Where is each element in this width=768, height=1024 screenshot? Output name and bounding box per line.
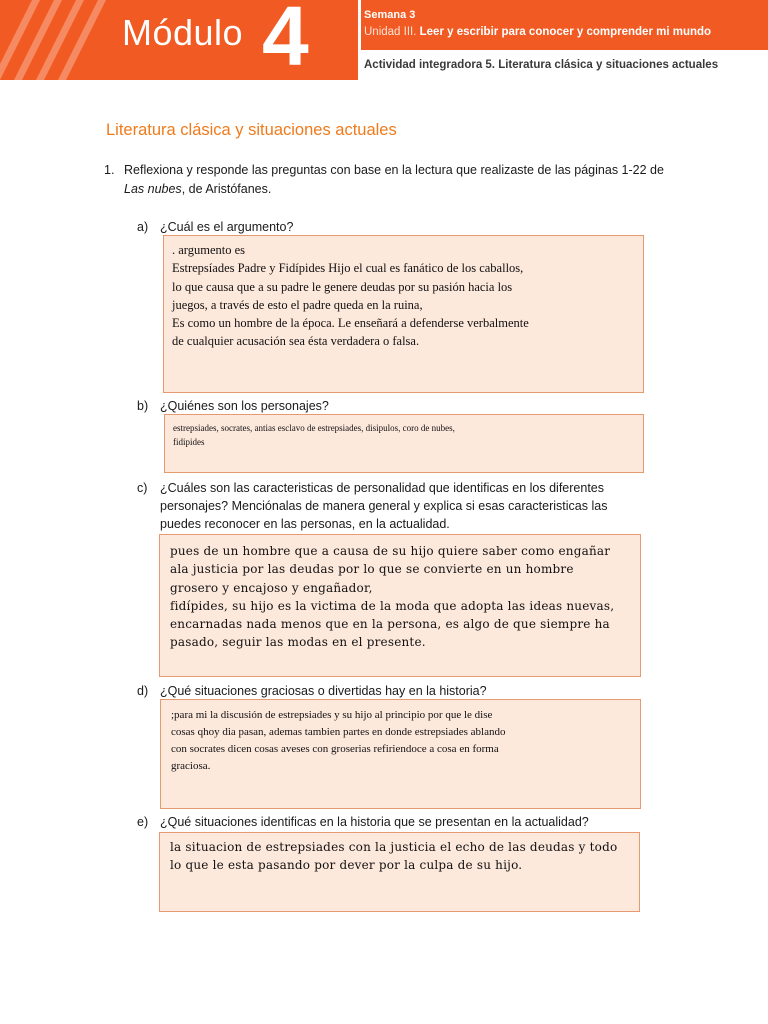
answer-line: ala justicia por las deudas por lo que se convierte en un hombre [170,562,574,577]
decorative-stripes [0,0,110,80]
week-label: Semana 3 [364,9,416,21]
answer-box-a[interactable] [163,235,644,393]
main-question-text-before: Reflexiona y responde las preguntas con base en la lectura que realizaste de las páginas 1-22 de [124,163,664,177]
header-divider [358,0,361,84]
question-text: ¿Qué situaciones graciosas o divertidas hay en la historia? [160,684,487,698]
answer-line: fidípides, su hijo es la victima de la moda que adopta las ideas nuevas, [170,598,615,613]
question-text: ¿Cuál es el argumento? [160,220,294,234]
question-letter: d) [137,684,149,698]
book-title: Las nubes [124,182,182,196]
question-text: ¿Qué situaciones identificas en la historia que se presentan en la actualidad? [160,815,589,829]
main-question-text [124,161,674,199]
unit-line [364,26,711,38]
question-letter: b) [137,399,149,413]
answer-box-e[interactable] [159,832,640,912]
answer-box-b[interactable] [164,414,644,473]
unit-banner [358,0,768,50]
answer-box-c[interactable] [159,534,641,677]
unit-title: Leer y escribir para conocer y comprender mi mundo [419,26,712,38]
answer-line: pasado, seguir las modas en el presente. [170,635,426,650]
answer-line: fidipides [173,437,205,447]
question-letter: e) [137,815,149,829]
question-letter: a) [137,220,149,234]
answer-box-d[interactable] [160,699,641,809]
answer-line: juegos, a través de esto el padre queda en la ruina, [172,297,423,312]
answer-line: la situacion de estrepsiades con la justicia el echo de las deudas y todo [170,840,618,854]
answer-line: lo que causa que a su padre le genere deudas por su pasión hacia los [172,279,513,294]
page-header [0,0,768,84]
answer-line: encarnadas nada menos que en la persona, es algo de que siempre ha [170,617,610,632]
question-letter: c) [137,481,148,495]
question-text: ¿Cuáles son las caracteristicas de personalidad que identificas en los diferentes personajes? Menciónalas de manera general y explica si esas caracteristicas las puedes reconocer en las personas, en la actualidad. [160,481,608,531]
question-text: ¿Quiénes son los personajes? [160,399,329,413]
answer-line: Es como un hombre de la época. Le enseñará a defenderse verbalmente [172,316,529,331]
question-number: 1. [104,163,115,177]
answer-line: Estrepsíades Padre y Fidípides Hijo el cual es fanático de los caballos, [172,261,524,276]
answer-line: ;para mi la discusión de estrepsiades y su hijo al principio por que le dise [171,709,493,721]
answer-line: pues de un hombre que a causa de su hijo quiere saber como engañar [170,544,611,558]
question-d [137,682,657,700]
question-c [137,479,649,533]
main-question [104,161,674,199]
question-a [137,218,657,236]
activity-title: Actividad integradora 5. Literatura clásica y situaciones actuales [364,59,719,71]
answer-line: lo que le esta pasando por dever por la culpa de su hijo. [170,858,523,873]
page-title: Literatura clásica y situaciones actuales [106,121,397,139]
answer-line: de cualquier acusación sea ésta verdadera o falsa. [172,334,420,349]
question-e [137,813,657,831]
module-number: 4 [262,0,309,83]
module-label: Módulo [122,12,244,53]
answer-line: graciosa. [171,760,211,772]
question-b [137,397,657,415]
answer-line: cosas qhoy dia pasan, ademas tambien partes en donde estrepsiades ablando [171,726,506,738]
answer-line: con socrates dicen cosas aveses con groserias refiriendoce a cosa en forma [171,743,499,755]
answer-line: . argumento es [172,243,246,257]
unit-prefix: Unidad III. [364,26,417,38]
main-question-text-after: , de Aristófanes. [181,182,272,196]
answer-line: estrepsiades, socrates, antias esclavo de estrepsiades, disipulos, coro de nubes, [173,423,455,433]
answer-line: grosero y encajoso y engañador, [170,580,373,595]
